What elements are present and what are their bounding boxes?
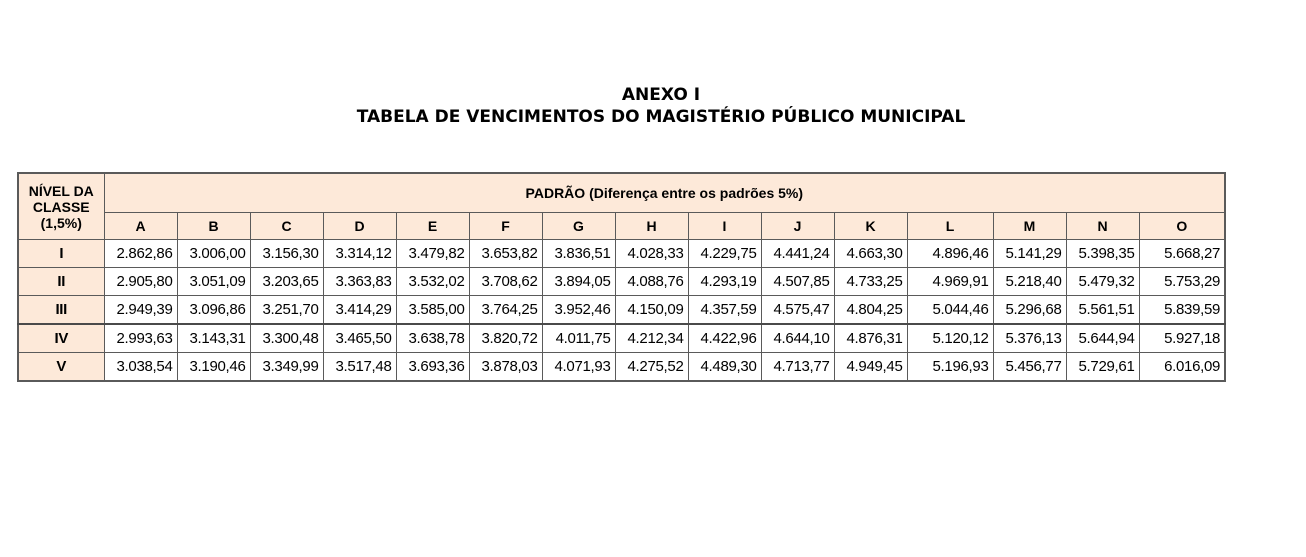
table-cell: 3.465,50 [323,324,396,353]
table-body [18,240,1225,382]
table-cell: 3.764,25 [469,296,542,325]
table-cell: 3.585,00 [396,296,469,325]
table-cell: 5.753,29 [1139,268,1225,296]
column-header-i: I [688,213,761,240]
table-cell: 3.894,05 [542,268,615,296]
column-header-j: J [761,213,834,240]
table-cell: 4.011,75 [542,324,615,353]
nivel-classe-header [18,173,104,240]
table-cell: 4.088,76 [615,268,688,296]
table-cell: 4.275,52 [615,353,688,382]
table-cell: 4.644,10 [761,324,834,353]
table-row [18,296,1225,325]
table-cell: 4.969,91 [907,268,993,296]
column-header-m: M [993,213,1066,240]
table-cell: 3.708,62 [469,268,542,296]
row-level-label: IV [18,324,104,353]
document-title: ANEXO I [621,85,701,105]
table-cell: 5.296,68 [993,296,1066,325]
document-header [0,84,1306,128]
table-cell: 4.422,96 [688,324,761,353]
table-cell: 3.300,48 [250,324,323,353]
table-cell: 3.006,00 [177,240,250,268]
table-cell: 6.016,09 [1139,353,1225,382]
table-cell: 4.489,30 [688,353,761,382]
table-row [18,324,1225,353]
table-cell: 5.668,27 [1139,240,1225,268]
table-cell: 3.517,48 [323,353,396,382]
column-header-n: N [1066,213,1139,240]
table-cell: 4.150,09 [615,296,688,325]
table-cell: 3.314,12 [323,240,396,268]
table-cell: 3.638,78 [396,324,469,353]
table-cell: 2.949,39 [104,296,177,325]
table-cell: 4.713,77 [761,353,834,382]
column-header-b: B [177,213,250,240]
table-cell: 4.876,31 [834,324,907,353]
salary-table [17,172,1226,382]
table-cell: 3.820,72 [469,324,542,353]
table-cell: 4.028,33 [615,240,688,268]
table-cell: 5.196,93 [907,353,993,382]
table-cell: 4.575,47 [761,296,834,325]
table-row [18,353,1225,382]
table-cell: 3.349,99 [250,353,323,382]
table-cell: 3.143,31 [177,324,250,353]
table-cell: 3.479,82 [396,240,469,268]
nivel-header-line-3: (1,5%) [40,214,82,231]
table-cell: 5.479,32 [1066,268,1139,296]
table-cell: 5.376,13 [993,324,1066,353]
row-level-label: I [18,240,104,268]
table-cell: 2.862,86 [104,240,177,268]
table-cell: 3.051,09 [177,268,250,296]
column-header-k: K [834,213,907,240]
row-level-label: V [18,353,104,382]
column-header-a: A [104,213,177,240]
column-header-g: G [542,213,615,240]
table-cell: 5.218,40 [993,268,1066,296]
table-cell: 5.456,77 [993,353,1066,382]
document-subtitle: TABELA DE VENCIMENTOS DO MAGISTÉRIO PÚBLICO MUNICIPAL [356,107,966,127]
table-cell: 4.229,75 [688,240,761,268]
table-cell: 4.663,30 [834,240,907,268]
row-level-label: III [18,296,104,325]
table-cell: 4.804,25 [834,296,907,325]
table-cell: 5.398,35 [1066,240,1139,268]
table-cell: 4.293,19 [688,268,761,296]
table-cell: 4.896,46 [907,240,993,268]
table-cell: 5.561,51 [1066,296,1139,325]
table-cell: 4.507,85 [761,268,834,296]
table-cell: 3.190,46 [177,353,250,382]
column-header-l: L [907,213,993,240]
table-cell: 4.071,93 [542,353,615,382]
table-row [18,268,1225,296]
table-row [18,240,1225,268]
table-cell: 3.038,54 [104,353,177,382]
table-cell: 3.203,65 [250,268,323,296]
table-cell: 4.212,34 [615,324,688,353]
column-header-o: O [1139,213,1225,240]
column-header-d: D [323,213,396,240]
table-cell: 3.653,82 [469,240,542,268]
table-cell: 2.993,63 [104,324,177,353]
table-cell: 5.729,61 [1066,353,1139,382]
table-cell: 4.733,25 [834,268,907,296]
column-letters-row [18,213,1225,240]
table-cell: 5.141,29 [993,240,1066,268]
table-cell: 4.441,24 [761,240,834,268]
table-cell: 5.120,12 [907,324,993,353]
table-cell: 2.905,80 [104,268,177,296]
table-cell: 3.251,70 [250,296,323,325]
table-cell: 4.357,59 [688,296,761,325]
table-cell: 3.414,29 [323,296,396,325]
table-cell: 3.363,83 [323,268,396,296]
table-cell: 3.952,46 [542,296,615,325]
table-cell: 3.693,36 [396,353,469,382]
table-cell: 3.532,02 [396,268,469,296]
table-cell: 5.644,94 [1066,324,1139,353]
table-cell: 3.096,86 [177,296,250,325]
row-level-label: II [18,268,104,296]
padrao-header: PADRÃO (Diferença entre os padrões 5%) [104,173,1225,213]
table-cell: 3.878,03 [469,353,542,382]
table-cell: 3.836,51 [542,240,615,268]
column-header-f: F [469,213,542,240]
table-cell: 5.044,46 [907,296,993,325]
table-cell: 3.156,30 [250,240,323,268]
nivel-header-line-1: NÍVEL DA [28,182,94,199]
table-cell: 5.927,18 [1139,324,1225,353]
column-header-c: C [250,213,323,240]
nivel-header-line-2: CLASSE [32,198,90,215]
table-cell: 4.949,45 [834,353,907,382]
table-cell: 5.839,59 [1139,296,1225,325]
column-header-e: E [396,213,469,240]
column-header-h: H [615,213,688,240]
